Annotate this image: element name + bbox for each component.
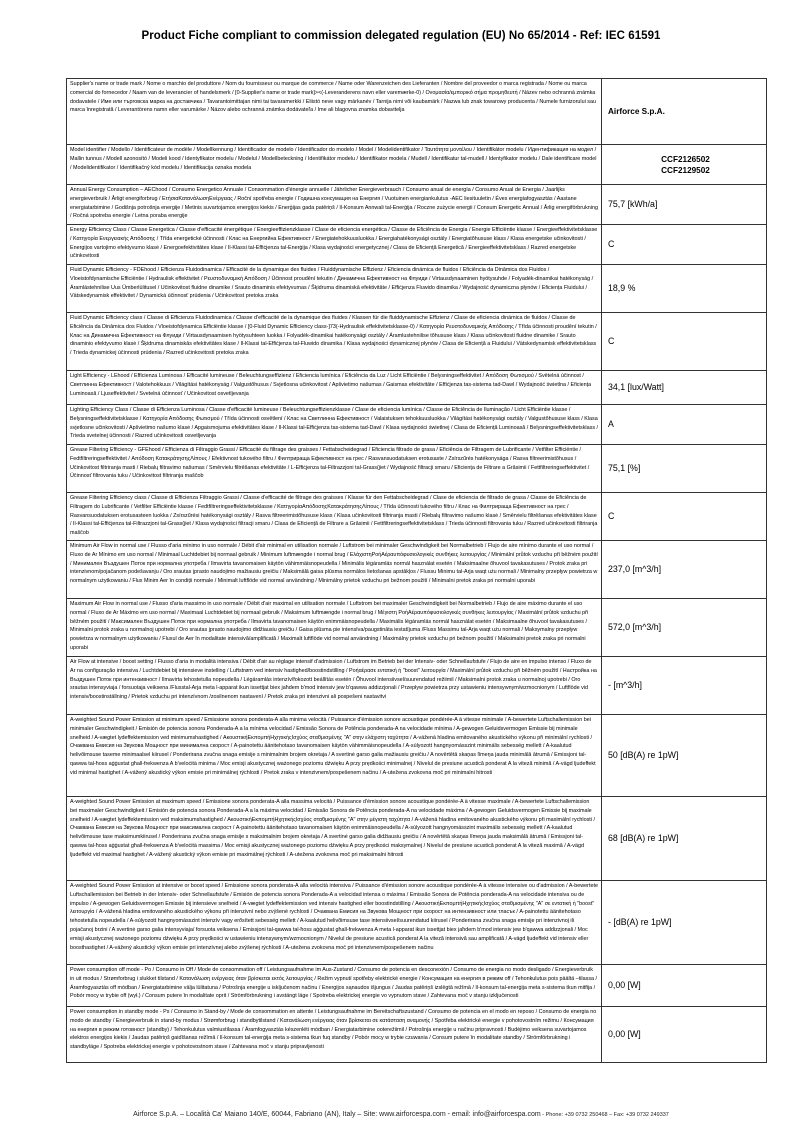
fiche-row-description: Grease Filtering Efficiency - GFEhood / Efficienza di Filtraggio Grassi / Efficacité du filtrage des graisses / Fettabscheidegrad / Eficiencia filtrado de grasa / Eficiência de Filtragem de Lubrificante / Vetfilter Efficiëntie / Fedtfiltreringseffektivitet / Απόδοση ΚατακράτησηςΛίπους / Efektivnost tukového filtru / Филтрираща Ефективност на грес / Rasvansuodatuksen erotusaste / Zsírszűrés hatékonysága / Rasva filtreerimistõhusus / Učinkovitost filtriranja masti / Riebalų filtravimo našumas / Smērvielu filtrēšanas efektivitāte / L-Effiċjenza tal-Filtrazzjoni tal-Grass(jiet / Wydajność filtracji smaru / Eficiența de Filtrare a Grăsimii / Fettfiltreringseffektivitet / Účinnosť filtrovania tuku / Učinkovitost filtriranja maščob xyxy=(67,445,602,493)
page-title: Product Fiche compliant to commission delegated regulation (EU) No 65/2014 - Ref: IEC 61591 xyxy=(141,30,661,42)
fiche-row-description: Air Flow at intensive / boost setting / Flusso d'aria in modalità intensiva / Débit d'air au réglage intensif d'admission / Luftstrom im Betrieb bei der Intensiv- oder Schnellaufstufe / Flujo de aire en impulso intenso / Fluxo de Ar na configuração intensiva / Luchtdebiet bij intensieve instelling / Luftstrøm ved intensiv hastighed/boostindstilling / Ροήαέρασε εντατική ή "boost" λειτουργία / Maximální průtok vzduchu při běžném použití / Настройка на Въздушен Поток при интензивност / Ilmavirta tehostetulla nopeudella / Légáramlás intenzív/fokozott beállítás esetén / Õhuvool intensiivsel/suurendatud režiimil / Maksimalni protok zraka u normalnoj upotrebi / Oro srautas intensyviaja / forsuotaja veiksena /Flusstal-Arja meta l-apparat ikun issettjat biex jaħdem b'mod intensiv jew b'qawwa addizzjonali / Przepływ powietrza przy ustawieniu intensywnym/wzmocnionym / Luftflöde vid intensiv/boostinställning / Prietok vzduchu pri intenzívnom /zosilnenom nastavení / Pretok zraka pri intenzivni ali pospešeni nastavitvi xyxy=(67,657,602,715)
fiche-row-value: 75,1 [%] xyxy=(602,445,767,493)
fiche-row-description: Energy Efficiency Class / Classe Energetica / Classe d'efficacité énergétique / Energieeffizienzklasse / Clase de eficiencia energética / Classe de Eficiência de Energia / Energie Efficiëntie klasse / Energieeffektivitetsklasse / Κατηγορία Ενεργειακής Απόδοσης / Třída energetické účinnosti / Клас на Енергийна Ефективност / Energiatehokkuusluokka / Energiahatékonysági osztály / Energiatõhususe klass / Klasa energetske učinkovitosti / Energijos vartojimo efektyvumo klasė / Energoefektivitātes klase / Il-Klassi tal-Effiċjenza tal-Enerġija / Klasa wydajności energetycznej / Clasa de Eficiență Energetică / Energieeffektivitetsklass / Razred energetske učinkovitosti xyxy=(67,225,602,265)
fiche-row-value: A xyxy=(602,405,767,445)
fiche-row-description: Annual Energy Consumption – AEChood / Consumo Energetico Annuale / Consommation d'énergie annuelle / Jährlicher Energieverbrauch / Consumo anual de energía / Consumo Anual de Energia / Jaarlijks energieverbruik / Årligt energiforbrug / ΕτήσιαΚατανάλωσηΕνέργειας / Roční spotřeba energie / Годишна консумация на Енергия / Vuotuinen energiankulutus -AEC liesituuletin / Éves energiafogyasztás / Aastane energiatarbimine / Godišnja potrošnja energije / Metinis suvartojamos energijos kiekis / Enerģijas gada patēriņš / Il-Konsum Annwali tal-Enerġija / Roczne zużycie energii / Consum Energetic Annual / Årlig energiförbrukning / Ročná spotreba energie / Letna poraba energije xyxy=(67,185,602,225)
fiche-row-description: Fluid Dynamic Efficiency class / Classe di Efficienza Fluidodinamica / Classe d'efficacité de la dynamique des fluides / Klassen für die fluiddynamische Effizienz / Clase de eficiencia dinámica de fluidos / Classe de Eficiência da Dinâmica dos Fluidos / Vloeistofdynamica Efficiëntie klasse / [0-Fluid Dynamic Efficiency class-]73(-Hydraulisk effektivitetsklasse-0) / Κατηγορία Ρευστοδυναμικής Απόδοσης / Třída účinnosti proudění tekutin / Клас на Динамична Ефективност на Флуиди / Virtausdynaamisen hyötysuhteen luokka / Folyadék-dinamikai hatékonysági osztály / Áramlustehnilise tõhususe klass / Klasa učinkovitosti fluidne dinamike / Srauto dinaminio efektyvumo klasė / Šķidruma dinamiskās efektivitātes klase / Il-Klassi tal-Effiċjenza tal-Fluwido dinamika / Klasa wydajności dynamicznej płynów / Clasa de Eficiență a Fluidului / Vätskedynamisk effektivitetsklass / Trieda dynamickej účinnosti prúdenia / Razred učinkovitosti pretoka zraka xyxy=(67,313,602,371)
fiche-row-value: 68 [dB(A) re 1pW] xyxy=(602,797,767,881)
fiche-row-value: C xyxy=(602,493,767,541)
fiche-row-value: C xyxy=(602,225,767,265)
page-footer xyxy=(0,1111,802,1118)
fiche-row-description: Power consumption off mode - Po / Consumo in Off / Mode de consommation off / Leistungsaufnahme im Aus-Zustand / Consumo de potencia en desconexión / Consumo de energia no modo desligado / Energieverbruik in uit modus / Strømforbrug i slukket tilstand / Κατανάλωση ενέργειας όταν βρίσκεται εκτός λειτουργίας / Režim vypnutí spotřeby elektrické energie / Консумация на енергия в режим off / Tehonkulutus pois päältä –tilassa / Áramfogyasztás off módban / Energiatarbimine välja lülitatuna / Potrošnja energije u isključenom načinu / Energijos sąnaudos išjungus / Jaudas patēriņš izslēgtā režīmā / Il-konsum tal-enerġija meta s-sistema tkun mitfija / Pobór mocy w trybie off (wył.) / Consum putere în modalitate oprit / Strömförbrukning i avstängt läge / Spotreba elektrickej energie vo vypnutom stave / Zahtevana moč v stanju izključenosti xyxy=(67,965,602,1007)
fiche-row-description: A-weighted Sound Power Emission at maximum speed / Emissione sonora ponderata-A alla massima velocità / Puissance d'émission sonore acoustique pondérée-A à vitesse maximale / A-bewertete Luftschallemission bei maximaler Geschwindigkeit / Emisión de potencia sonora Ponderada-A a la máxima velocidad / Emissão Sonora de Potência ponderada-A na velocidade máxima / A-gewogen Geluidsvermogen Emissie bij maximale snelheid / A-vægtet lydeffektemission ved maksimumshastighed / ΑκουστικήΕκπομπήΗχητικήςΙσχύος σταθμισμένης "A" στην μέγιστη ταχύτητα / A-vážená hladina emitovaného akustického výkonu při maximální rychlosti / Очаквана Емисия на Звукова Мощност при максимална скорост / A-painotettu äänitehotaso tavanomaisen käytön enimmäisnopeudella / A-súlyozott hangnyomásszint maximális sebesség mellett / A-kaalutud helivõimsuse tase maksimumkiirusel / Ponderirana zvučna snaga emisije s maksimalnim brojem okretaja / A svertinė garso galia didžiausiu greičiu / A novērtētā skaņas līmeņa jauda maksimālā ātrumā / Emissjoni tal-qawwa tal-ħoss aġġustat għall-frekwenza A b'veloċità massima / Moc emisji akustycznej ważonego poziomu dźwięku A przy prędkości maksymalnej / Nivelul de presiune acustică ponderat A la viteză maximă / A-vägd ljudeffekt vid maximal hastighet / A-vážený akustický výkon emisie pri maximálnej rýchlosti / A-utežena zvokovna moč pri maksimalni hitrosti xyxy=(67,797,602,881)
fiche-row xyxy=(67,79,767,145)
fiche-row-description: Power consumption in standby mode - Ps / Consumo in Stand-by / Mode de consommation en attente / Leistungsaufnahme im Bereitschaftszustand / Consumo de potencia en el modo en reposo / Consumo de energia no modo de standby / Energieverbruik in stand-by modus / Strømforbrug i standbytilstand / Κατανάλωση ενέργειας όταν βρίσκεται σε κατάσταση αναμονής / Spotřeba elektrické energie v pohotovostním režimu / Консумация на енергия в режим готовност (standby) / Tehonkulutus valmiustilassa / Áramfogyasztás készenléti módban / Energiatarbimine ooterežiimil / Potrošnja energije u načinu pripravnosti / Budėjimo veiksena suvartojamos elektros energijos kiekis / Jaudas patēriņš gaidīšanas režīmā / Il-konsum tal-enerġija meta s-sistema tkun fuq standby / Pobór mocy w trybie czuwania / Consum putere în modalitate standby / Strömförbrukning i standbyläge / Spotreba elektrickej energie v pohotovostnom stave / Zahtevana moč v stanju pripravljenosti xyxy=(67,1007,602,1063)
fiche-row xyxy=(67,445,767,493)
fiche-row xyxy=(67,797,767,881)
fiche-row-description: Model identifier / Modello / Identificateur de modèle / Modellkennung / Identificador de modelo / Identificador do modelo / Model / Modelidentifikator / Ταυτότητα μοντέλου / Identifikátor modelu / Идентификация на модел / Mallin tunnus / Modell azonosító / Modeli kood / Identyfikator modelu / Modelul / Modellbeteckning / Identifikátor modelu / Identifikator modela / Mudell / Identifikatur tal-mudell / Identyfikator modelu / Dale identificare model / Modelidentifikator / Identifikačný kód modelu / Identifikacija oznaka modela xyxy=(67,145,602,185)
fiche-row-value: 0,00 [W] xyxy=(602,1007,767,1063)
fiche-row-description: Light Efficiency - LEhood / Efficienza Luminosa / Efficacité lumineuse / Beleuchtungseffizienz / Eficiencia lumínica / Eficiência da Luz / Licht Efficiëntie / Belysningseffektivitet / Απόδοση Φωτισμού / Světelná účinnost / Светлинна Ефективност / Valotehokkuus / Világítási hatékonyság / Valgustõhusus / Svjetlosna učinkovitost / Apšvietimo našumas / Gaismas efektivitāte / Effiċjenza tas-sistema tad-Dawl / Wydajność świetlna / Eficiența Luminoasă / Ljuseffektivitet / Svetelná účinnosť / Učinkovitost osvetljevanja xyxy=(67,371,602,405)
fiche-row xyxy=(67,965,767,1007)
fiche-row xyxy=(67,881,767,965)
fiche-row-description: A-weighted Sound Power Emission at intensive or boost speed / Emissione sonora ponderata-A alla velocità intensiva / Puissance d'émission sonore acoustique pondérée-A à vitesse intensive ou d'admission / A-bewertete Luftschallemission bei Betrieb in der Intensiv- oder Schnellaufstufe / Emisión de potencia sonora Ponderada-A a velocidad intensa o máxima / Emissão Sonora de Potência ponderada-A na velocidade intensiva ou de impulso / A-gewogen Geluidsvermogen Emissie bij intensieve snelheid / A-vægtet lydeffektemission ved intensiv hastighed eller boostindstilling / ΑκουστικήΕκπομπήΗχητικήςΙσχύος σταθμισμένης "A" σε εντατική ή "boost" λειτουργία / A-vážená hladina emitovaného akustického výkonu při intenzivní nebo zvýšené rychlosti / Очаквана Емисия на Звукова Мощност при скорост на интензивност или тласък / A-painotettu äänitehotaso tehostetulla nopeudella / A-súlyozott hangnyomásszint intenzív vagy erősített sebesség mellett / A-kaalutud helivõimsuse tase intensiivsel/suurendatud kiirusel / Ponderirana zvučna snaga emisije pri intenzivnoj ili pojačanoj brzini / A svertinė garso galia intensyviaja/ forsuota veiksena / Emissjoni tal-qawwa tal-ħoss aġġustat għall-frekwenza A meta l-apparat ikun issettjat biex jaħdem b'mod intensiv jew b'qawwa addizzjonali / Moc emisji akustycznej ważonego poziomu dźwięku A przy prędkości w ustawieniu intensywnym/wzmocnionym / Nivelul de presiune acustică ponderat A la viteză intensivă sau amplificată / A-vägd ljudeffekt vid intensiv eller boosthastighet / A-vážený akustický výkon emisie pri intenzívnej alebo zvýšenej rýchlosti / A-utežena zvokovna moč pri intenzivnem/pospešenem načinu xyxy=(67,881,602,965)
footer-phone: - Phone: +39 0732 250468 – Fax: +39 0732 249337 xyxy=(540,1112,669,1118)
fiche-row-value: Airforce S.p.A. xyxy=(602,79,767,145)
fiche-row-description: Fluid Dynamic Efficiency - FDEhood / Efficienza Fluidodinamica / Efficacité de la dynamique des fluides / Fluiddynamische Effizienz / Eficiencia dinámica de fluidos / Eficiência da Dinâmica dos Fluidos / Vloeistofdynamische Efficiëntie / Hydraulisk effektivitet / Ρευστοδυναμική Απόδοση / Účinnost proudění tekutin / Динамична Ефективност на Флуиди / Virtausdynaaminen hyötysuhde / Folyadék-dinamikai hatékonyság / Áramlástehnilise Uus Ümberlülitusel / Učinkovitost fluidne dinamike / Srauto dinaminis efektyvumas / Šķidruma dinamiskā efektivitāte / Effiċjenza Fluwido dinamika / Wydajność dynamiczna płynów / Eficiența Fluidului / Vätskedynamisk effektivitet / Dynamická účinnosť prúdenia / Učinkovitost pretoka zraka xyxy=(67,265,602,313)
fiche-row-value: CCF2126502 CCF2129502 xyxy=(602,145,767,185)
fiche-row xyxy=(67,715,767,797)
fiche-row-value: 0,00 [W] xyxy=(602,965,767,1007)
fiche-row-value: 50 [dB(A) re 1pW] xyxy=(602,715,767,797)
fiche-row-value: C xyxy=(602,313,767,371)
fiche-row xyxy=(67,265,767,313)
fiche-row xyxy=(67,541,767,599)
product-fiche-table xyxy=(66,78,767,1063)
fiche-row-value: - [dB(A) re 1pW] xyxy=(602,881,767,965)
footer-address: Airforce S.p.A. – Località Ca' Maiano 140/E, 60044, Fabriano (AN), Italy – Site: www.airforcespa.com - email: info@airforcespa.com xyxy=(133,1111,541,1118)
fiche-row-description: A-weighted Sound Power Emission at minimum speed / Emissione sonora ponderata-A alla minima velocità / Puissance d'émission sonore acoustique pondérée-A à vitesse minimale / A-bewertete Luftschallemission bei minimaler Geschwindigkeit / Emisión de potencia sonora Ponderada-A a la mínima velocidad / Emissão Sonora de Potência ponderada-A na velocidade mínima / A-gewogen Geluidsvermogen Emissie bij minimale snelheid / A-vægtet lydeffektemission ved minimumshastighed / ΑκουστικήΕκπομπήΗχητικήςΙσχύος σταθμισμένης "A" στην ελάχιστη ταχύτητα / A-vážená hladina emitovaného akustického výkonu při minimální rychlosti / Очаквана Емисия на Звукова Мощност при минимална скорост / A-painotettu äänitehotaso tavanomaisen käytön vähimmäisnopeudella / A-súlyozott hangnyomásszint minimális sebesség mellett / A-kaalutud helivõimsuse taseme minimaalsel kiirusel / Ponderirana zvučna snaga emisije s minimalnim brojem okretaja / A svertinė garso galia mažiausiu greičiu / A novērtētā skaņas līmeņa jauda minimālā ātrumā / Emissjoni tal-qawwa tal-ħoss aġġustat għall-frekwenza A b'veloċità minima / Moc emisji akustycznej ważonego poziomu dźwięku A przy prędkości minimalnej / Nivelul de presiune acustică ponderat A la viteză minimă / A-vägd ljudeffekt vid minimal hastighet / A-vážený akustický výkon emisie pri minimálnej rýchlosti / Pretok zraka v intenzivnem/pospešenem načinu / A-utežena zvokovna moč pri minimalni hitrosti xyxy=(67,715,602,797)
fiche-row-description: Grease Filtering Efficiency class / Classe di Efficienza Filtraggio Grassi / Classe d'efficacité de filtrage des graisses / Klasse für den Fettabscheidegrad / Clase de eficiencia de filtrado de grasa / Classe de Eficiência de Filtragem do Lubrificante / Vetfilter Efficiëntie klasse / Fedtfiltreringseffektivitetsklasse / ΚατηγορίαΑπόδοσηςΚατακράτησηςΛίπους / Třída účinnosti tukového filtru / Клас на Филтрираща Ефективност на грес / Rasvansuodatuksen erotusasteen luokka / Zsírszűrési hatékonysági osztály / Rasva filtreerimistõhususe klass / Klasa učinkovitosti filtriranja masti / Riebalų filtravimo našumo klasė / Smērvielu filtrēšanas efektivitātes klase / Il-Klassi tal-Effiċjenza tal-Filtrazzjoni tal-Grass(jiet / Klasa wydajności filtracji smaru / Clasa de Eficiență de Filtrare a Grăsimii / Fettfiltreringseffektivitetsklass / Trieda účinnosti filtrovania tuku / Razred učinkovitosti filtriranja maščob xyxy=(67,493,602,541)
fiche-row-value: 572,0 [m^3/h] xyxy=(602,599,767,657)
fiche-row-description: Supplier's name or trade mark / Nome o marchio del produttore / Nom du fournisseur ou marque de commerce / Name oder Warenzeichen des Lieferanten / Nombre del proveedor o marca registrada / Nome ou marca comercial do fornecedor / Naam van de leverancier of handelsmerk / [0-Supplier's name or trade mark]><(-Leveranderens navn eller varemærke-0) / Ονομασία/εμπορικό σήμα προμηθευτή / Název nebo ochranná známka dodavatele / Име или търговска марка на доставчика / Tavarantoimittajan nimi tai tavaramerkki / Eliistó neve vagy márkanév / Tarnija nimi või kaubamärk / Nazwa lub znak towarowy producenta / Numele furnizorului sau marca înregistrată / Leverantörens namn eller varumärke / Názov alebo ochranná známka dodávateľa / Ime ali blagovna znamka dobavitelja xyxy=(67,79,602,145)
fiche-row xyxy=(67,145,767,185)
fiche-row-description: Lighting Efficiency Class / Classe di Efficienza Luminosa / Classe d'efficacité lumineuse / Beleuchtungseffizienzklasse / Clase de eficiencia lumínica / Classe de Eficiência de Iluminação / Licht Efficiëntie klasse / Belysningseffektivitetsklasse / Κατηγορία Απόδοσης Φωτισμού / Třída účinnosti osvětlení / Клас на Светлинна Ефективност / Valaistuksen tehokkuusluokka / Világítási hatékonysági osztály / Valgustõhususe klass / Klasa svjetlosne učinkovitosti / Apšvietimo našumo klasė / Apgaismojuma efektivitātes klase / Il-Klassi tal-Effiċjenza tas-sistema tad-Dawl / Klasa wydajności świetlnej / Clasa de Eficiență Luminoasă / Belysningseffektivitetsklass / Trieda svetelnej účinnosti / Razred učinkovitosti osvetljevanja xyxy=(67,405,602,445)
fiche-row xyxy=(67,599,767,657)
product-fiche-body xyxy=(67,79,767,1063)
fiche-row xyxy=(67,225,767,265)
fiche-row xyxy=(67,185,767,225)
fiche-row-value: 237,0 [m^3/h] xyxy=(602,541,767,599)
fiche-row xyxy=(67,313,767,371)
fiche-row-value: 18,9 % xyxy=(602,265,767,313)
fiche-row-description: Maximum Air Flow in normal use / Flusso d'aria massimo in uso normale / Débit d'air maximal en utilisation normale / Luftstrom bei maximaler Geschwindigkeit bei Normalbetrieb / Flujo de aire máximo durante el uso normal / Fluxo de Ar Máximo em uso normal / Maximaal Luchtdebiet bij normaal gebruik / Maksimum luftmængde i normal brug / Μέγιστη ΡοήΑέραυπόφυσιολογικές συνθήκες λειτουργίας / Maximální průtok vzduchu při běžném použití / Максимален Въздушен Поток при нормална употреба / Ilmavirta tavanomaisen käytön enimmäisnopeudella / Maximális légáramlás normál használat esetén / Maksimaalne õhuvool tavakasutuses / Minimalni protok zraka u normalnoj upotrebi / Oro srautas įprasto naudojimo didžiausiu greičiu / Gaisa plūsma pie intensīva/paugstināta iestatījuma /Fluss Massimu tal-Arja waqt użu normali / Maksymalny przepływ powietrza w normalnym użytkowaniu / Fluxul de Aer în modalitate intensivă/amplificată / Maximalt luftflöde vid normal användning / Maximálny prietok vzduchu pri bežnom použití / Maksimalni pretok zraka pri normalni uporabi xyxy=(67,599,602,657)
fiche-row-value: 75,7 [kWh/a] xyxy=(602,185,767,225)
fiche-row xyxy=(67,371,767,405)
fiche-row-description: Minimum Air Flow in normal use / Flusso d'aria minimo in uso normale / Débit d'air minimal en utilisation normale / Luftstrom bei minimaler Geschwindigkeit bei Normalbetrieb / Flujo de aire mínimo durante el uso normal / Fluxo de Ar Mínimo em uso normal / Minimaal Luchtdebiet bij normaal gebruik / Minimum luftmængde i normal brug / ΕλάχιστηΡοήΑέραυπόφυσιολογικές συνθήκες λειτουργίας / Minimální průtok vzduchu při běžném použití / Минимален Въздушен Поток при нормална употреба / Ilmavirta tavanomaisen käytön vähimmäisnopeudella / Minimális légáramlás normál használat esetén / Maksimaalne õhuvool tavakasutuses / Protok zraka pri intenzivnom/pojačanom podešavanju / Oro srautas įprasto naudojimo mažiausiu greičiu / Maksimālā gaisa plūsma normālos lietošanas apstākļos / Flussu Minimu tal-Arja waqt użu normali / Minimalny przepływ powietrza w normalnym użytkowaniu / Flux Minim Aer în condiții normale / Minimalt luftflöde vid normal användning / Minimálny prietok vzduchu pri bežnom použití / Minimalni pretok zraka pri normalni uporabi xyxy=(67,541,602,599)
fiche-row xyxy=(67,405,767,445)
fiche-row xyxy=(67,1007,767,1063)
fiche-row-value: 34,1 [lux/Watt] xyxy=(602,371,767,405)
fiche-row xyxy=(67,657,767,715)
fiche-row xyxy=(67,493,767,541)
fiche-row-value: - [m^3/h] xyxy=(602,657,767,715)
